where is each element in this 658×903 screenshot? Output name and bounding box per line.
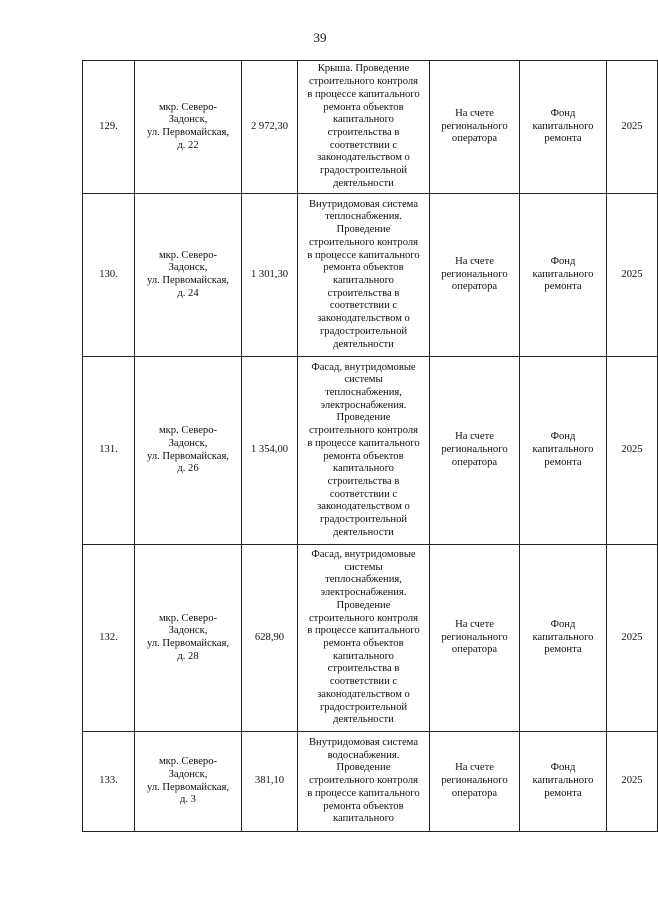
year-cell: 2025 [607, 545, 658, 732]
page-number: 39 [313, 30, 327, 45]
table-row [83, 194, 658, 357]
work-type-cell: Внутридомовая система теплоснабжения. Проведение строительного контроля в процессе капитального ремонта объектов капитального строительства в соответствии с законодательством о градостроительной деятельности [298, 194, 430, 357]
table-row [83, 732, 658, 832]
row-number: 130. [83, 194, 135, 357]
work-type-cell: Внутридомовая система водоснабжения. Проведение строительного контроля в процессе капитального ремонта объектов капитального [298, 732, 430, 832]
year-cell: 2025 [607, 357, 658, 545]
capital-repair-table [82, 60, 658, 832]
year-cell: 2025 [607, 61, 658, 194]
row-number: 129. [83, 61, 135, 194]
row-number: 131. [83, 357, 135, 545]
row-number: 133. [83, 732, 135, 832]
funding-source-cell: Фонд капитального ремонта [520, 357, 607, 545]
address-cell: мкр. Северо- Задонск, ул. Первомайская, д. 26 [135, 357, 242, 545]
account-cell: На счете регионального оператора [430, 545, 520, 732]
area-cell: 628,90 [242, 545, 298, 732]
address-cell: мкр. Северо- Задонск, ул. Первомайская, д. 3 [135, 732, 242, 832]
area-cell: 1 301,30 [242, 194, 298, 357]
work-type-cell: Фасад, внутридомовые системы теплоснабжения, электроснабжения. Проведение строительного контроля в процессе капитального ремонта объектов капитального строительства в соответствии с законодательством о градостроительной деятельности [298, 357, 430, 545]
account-cell: На счете регионального оператора [430, 357, 520, 545]
work-type-cell: Фасад, внутридомовые системы теплоснабжения, электроснабжения. Проведение строительного контроля в процессе капитального ремонта объектов капитального строительства в соответствии с законодательством о градостроительной деятельности [298, 545, 430, 732]
address-cell: мкр. Северо- Задонск, ул. Первомайская, д. 24 [135, 194, 242, 357]
address-cell: мкр. Северо- Задонск, ул. Первомайская, д. 22 [135, 61, 242, 194]
area-cell: 2 972,30 [242, 61, 298, 194]
area-cell: 381,10 [242, 732, 298, 832]
work-type-cell: Крыша. Проведение строительного контроля в процессе капитального ремонта объектов капитального строительства в соответствии с законодательством о градостроительной деятельности [298, 61, 430, 194]
account-cell: На счете регионального оператора [430, 732, 520, 832]
funding-source-cell: Фонд капитального ремонта [520, 194, 607, 357]
account-cell: На счете регионального оператора [430, 194, 520, 357]
table-row [83, 61, 658, 194]
year-cell: 2025 [607, 194, 658, 357]
address-cell: мкр. Северо- Задонск, ул. Первомайская, д. 28 [135, 545, 242, 732]
year-cell: 2025 [607, 732, 658, 832]
area-cell: 1 354,00 [242, 357, 298, 545]
funding-source-cell: Фонд капитального ремонта [520, 61, 607, 194]
row-number: 132. [83, 545, 135, 732]
table-row [83, 357, 658, 545]
funding-source-cell: Фонд капитального ремонта [520, 545, 607, 732]
account-cell: На счете регионального оператора [430, 61, 520, 194]
funding-source-cell: Фонд капитального ремонта [520, 732, 607, 832]
table-row [83, 545, 658, 732]
